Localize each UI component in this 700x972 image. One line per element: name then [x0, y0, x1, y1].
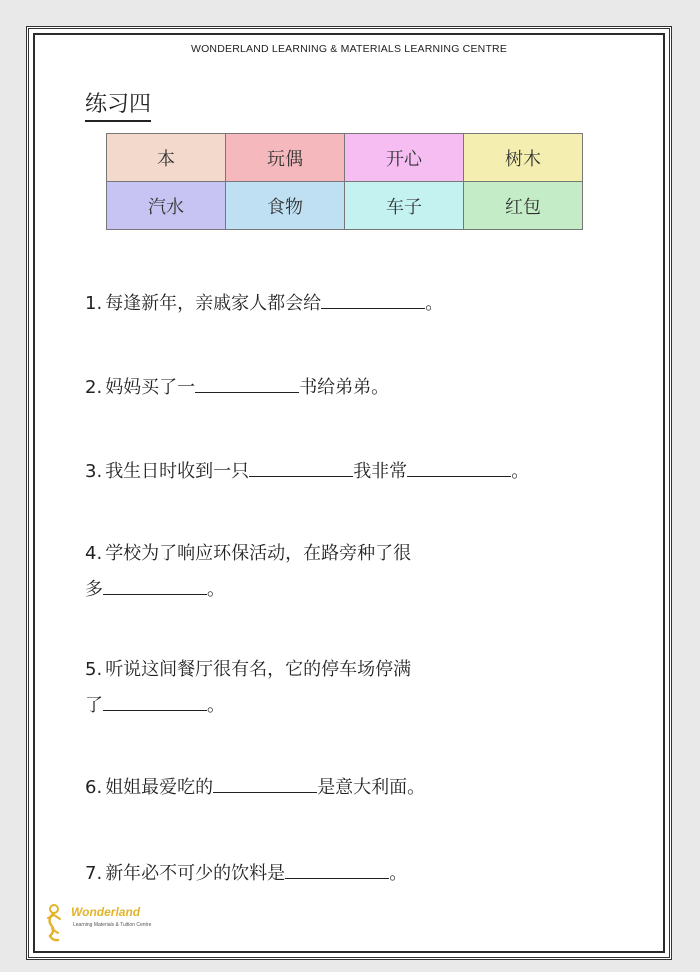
- question-number: 7.: [85, 863, 103, 884]
- answer-blank[interactable]: [103, 692, 207, 711]
- word-bank-row: [107, 182, 583, 230]
- answer-blank[interactable]: [407, 458, 511, 477]
- logo-figure-icon: [43, 903, 65, 943]
- question-text: 书给弟弟。: [299, 377, 390, 398]
- question-text: 。: [207, 695, 225, 716]
- question-number: 3.: [85, 461, 103, 482]
- question-line: [85, 373, 389, 403]
- question-line: [85, 773, 425, 803]
- answer-blank[interactable]: [249, 458, 353, 477]
- question-text: 了: [85, 695, 103, 716]
- answer-blank[interactable]: [285, 860, 389, 879]
- question-text: 每逢新年，亲戚家人都会给: [105, 293, 322, 314]
- wonderland-logo: [43, 901, 163, 945]
- question-text: 。: [389, 863, 408, 884]
- logo-subtitle: Learning Materials & Tuition Centre: [73, 922, 152, 928]
- question-text: 学校为了响应环保活动，在路旁种了很: [105, 543, 412, 564]
- question-text: 我生日时收到一只: [105, 461, 250, 482]
- word-bank-cell: 车子: [345, 182, 464, 230]
- question-line: [85, 289, 443, 319]
- word-bank-cell: 食物: [226, 182, 345, 230]
- centre-header: WONDERLAND LEARNING & MATERIALS LEARNING CENTRE: [190, 43, 508, 55]
- question-text: 。: [511, 461, 530, 482]
- word-bank-cell: 红包: [464, 182, 583, 230]
- question-text: 听说这间餐厅很有名，它的停车场停满: [105, 659, 412, 680]
- word-bank-cell: 树木: [464, 134, 583, 182]
- answer-blank[interactable]: [195, 374, 299, 393]
- answer-blank[interactable]: [213, 774, 317, 793]
- question-line: [85, 539, 411, 569]
- question-text: 多: [85, 579, 103, 600]
- word-bank-cell: 玩偶: [226, 134, 345, 182]
- question-text: 。: [207, 579, 225, 600]
- question-text: 。: [425, 293, 444, 314]
- answer-blank[interactable]: [321, 290, 425, 309]
- question-number: 4.: [85, 543, 103, 564]
- question-line: [85, 457, 529, 487]
- logo-name: Wonderland: [71, 905, 141, 919]
- exercise-title: 练习四: [85, 87, 151, 122]
- question-text: 我非常: [353, 461, 408, 482]
- word-bank-cell: 本: [107, 134, 226, 182]
- word-bank-table: [106, 133, 583, 230]
- word-bank-cell: 汽水: [107, 182, 226, 230]
- word-bank-cell: 开心: [345, 134, 464, 182]
- question-line: [85, 859, 407, 889]
- question-number: 1.: [85, 293, 103, 314]
- question-text: 妈妈买了一: [105, 377, 196, 398]
- question-text: 新年必不可少的饮料是: [105, 863, 286, 884]
- answer-blank[interactable]: [103, 576, 207, 595]
- question-line: [85, 575, 225, 605]
- question-text: 是意大利面。: [317, 777, 426, 798]
- question-number: 2.: [85, 377, 103, 398]
- question-number: 6.: [85, 777, 103, 798]
- word-bank-row: [107, 134, 583, 182]
- question-line: [85, 655, 411, 685]
- worksheet-page: [26, 26, 672, 960]
- question-text: 姐姐最爱吃的: [105, 777, 214, 798]
- question-line: [85, 691, 225, 721]
- question-number: 5.: [85, 659, 103, 680]
